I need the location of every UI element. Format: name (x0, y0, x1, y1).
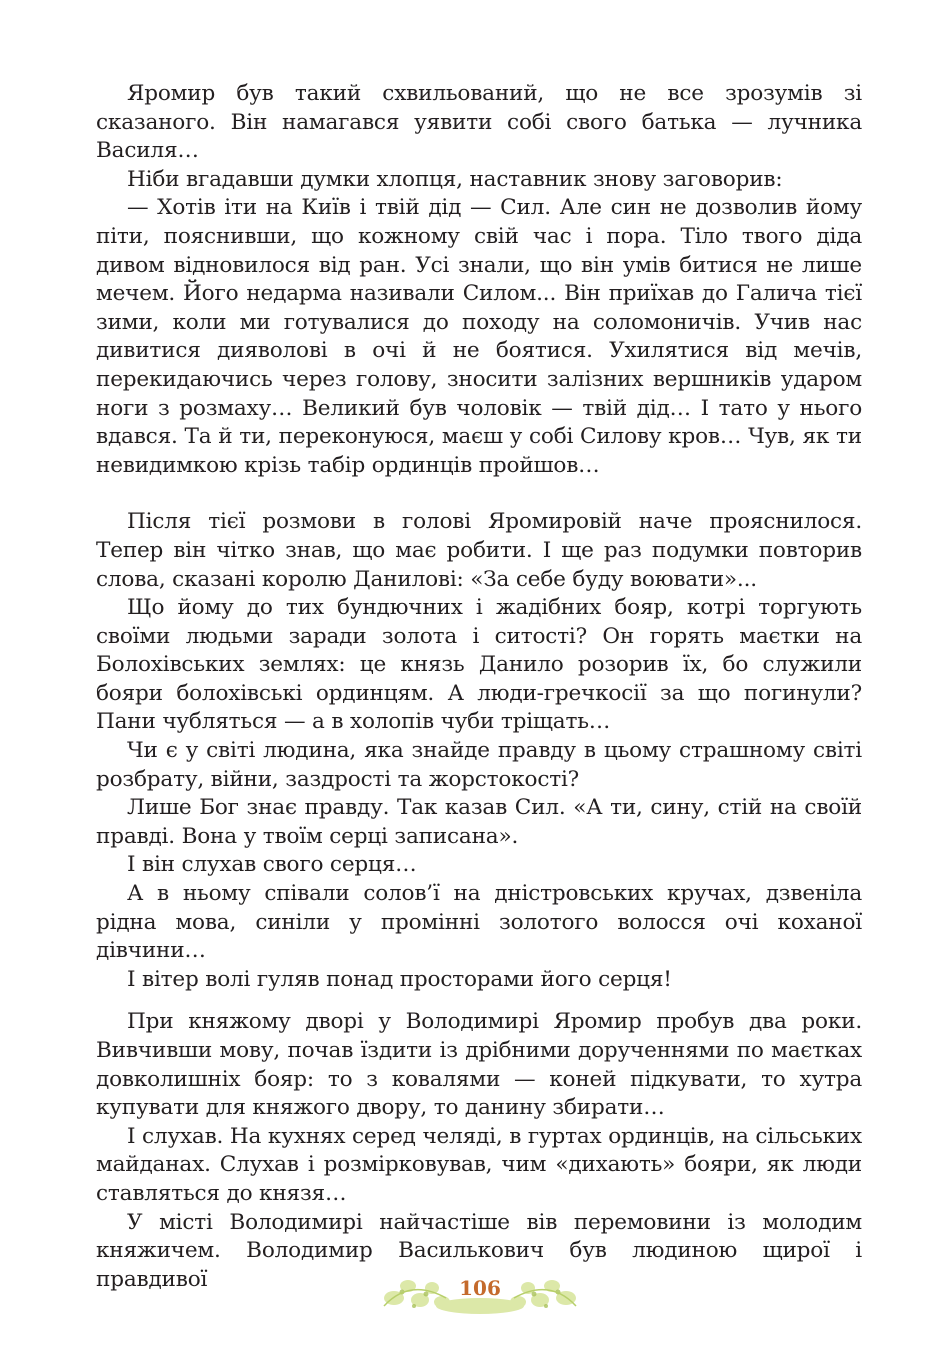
paragraph: Чи є у світі людина, яка знайде правду в цьому страшному світі розбрату, війни, заздрості та жорстокості? (96, 738, 862, 792)
page-footer (380, 1268, 580, 1316)
paragraph: — Хотів іти на Київ і твій дід — Сил. Але син не дозволив йому піти, пояснивши, що кожному свій час і пора. Тіло твого діда дивом відновилося від ран. Усі знали, що він умів битися не лише мечем. Його недарма називали Силом... Він приїхав до Галича тієї зими, коли ми готувалися до походу на соломоничів. Учив нас дивитися дияволові в очі й не боятися. Ухилятися від мечів, перекидаючись через голову, зносити залізних вершників ударом ноги з розмаху… Великий був чоловік — твій дід… І тато у нього вдався. Та й ти, переконуюся, маєш у собі Силову кров… Чув, як ти невидимкою крізь табір ординців пройшов… (96, 195, 862, 478)
page-number: 106 (459, 1276, 501, 1300)
paragraph: Яромир був такий схвильований, що не все зрозумів зі сказаного. Він намагався уявити собі свого батька — лучника Василя… (96, 81, 862, 164)
paragraph: Після тієї розмови в голові Яромировій наче прояснилося. Тепер він чітко знав, що має робити. І ще раз подумки повторив слова, сказані королю Данилові: «За себе буду воювати»... (96, 509, 862, 592)
paragraph: При княжому дворі у Володимирі Яромир пробув два роки. Вивчивши мову, почав їздити із дрібними дорученнями по маєтках довколишніх бояр: то з ковалями — коней підкувати, то хутра купувати для княжого двору, то данину збирати… (96, 1009, 862, 1121)
paragraph: У місті Володимирі найчастіше вів перемовини із молодим княжичем. Володимир Василькович був людиною щирої і правдивої (96, 1209, 862, 1292)
page-body (96, 80, 862, 1294)
paragraph: А в ньому співали солов’ї на дністровських кручах, дзвеніла рідна мова, синіли у промінні золотого волосся очі коханої дівчини… (96, 881, 862, 964)
paragraph: Що йому до тих бундючних і жадібних бояр, котрі торгують своїми людьми заради золота і ситості? Он горять маєтки на Болохівських землях: це князь Данило розорив їх, бо служили бояри болохівські ординцям. А люди-гречкосії за що погинули? Пани чубляться — а в холопів чуби тріщать… (96, 595, 862, 735)
paragraph: І він слухав свого серця… (127, 852, 417, 878)
paragraph: І вітер волі гуляв понад просторами його серця! (127, 966, 672, 992)
paragraph: Лише Бог знає правду. Так казав Сил. «А ти, сину, стій на своїй правді. Вона у твоїм серці записана». (96, 795, 862, 849)
paragraph: Ніби вгадавши думки хлопця, наставник знову заговорив: (127, 166, 783, 192)
paragraph: І слухав. На кухнях серед челяді, в гуртах ординців, на сільських майданах. Слухав і розмірковував, чим «дихають» бояри, як люди ставляться до князя… (96, 1123, 862, 1206)
